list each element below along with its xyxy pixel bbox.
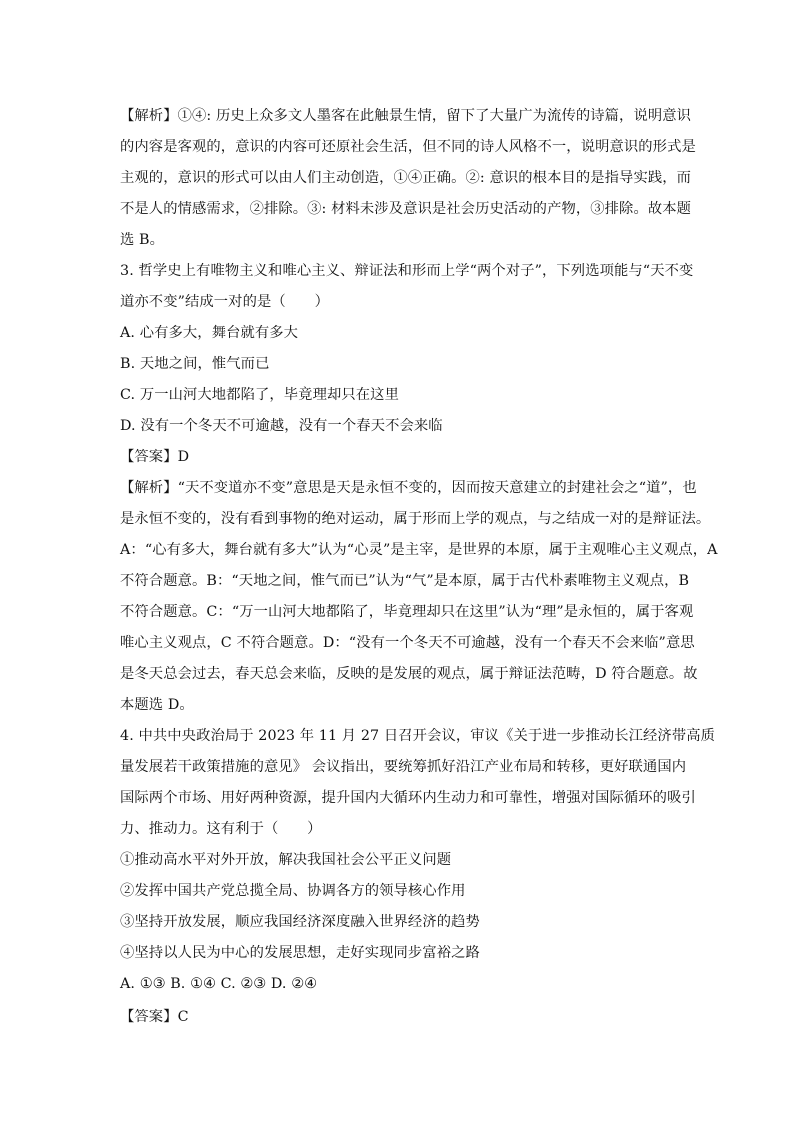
question-3-analysis: 唯心主义观点，C 不符合题意。D：“没有一个冬天不可逾越，没有一个春天不会来临”意思 [120,635,695,651]
analysis-line: 不是人的情感需求，②排除。③: 材料未涉及意识是社会历史活动的产物，③排除。故本题 [120,201,692,217]
question-4-stem: 力、推动力。这有利于（ ） [120,821,322,837]
question-3-stem: 3. 哲学史上有唯物主义和唯心主义、辩证法和形而上学“两个对子”，下列选项能与“天不变 [120,263,694,279]
question-4-stem: 4. 中共中央政治局于 2023 年 11 月 27 日召开会议，审议《关于进一步推动长江经济带高质 [120,728,716,744]
analysis-line: 【解析】①④: 历史上众多文人墨客在此触景生情，留下了大量广为流传的诗篇，说明意识 [120,108,692,124]
question-3-option-c: C. 万一山河大地都陷了，毕竟理却只在这里 [120,387,399,403]
question-4-statement-3: ③坚持开放发展，顺应我国经济深度融入世界经济的趋势 [120,914,480,930]
question-4-stem: 量发展若干政策措施的意见》 会议指出，要统筹抓好沿江产业布局和转移，更好联通国内 [120,759,687,775]
question-3-option-b: B. 天地之间，惟气而已 [120,356,270,372]
question-3-analysis: 不符合题意。B：“天地之间，惟气而已”认为“气”是本原，属于古代朴素唯物主义观点，B [120,573,690,589]
question-3-analysis: A：“心有多大，舞台就有多大”认为“心灵”是主宰，是世界的本原，属于主观唯心主义观点，A [120,542,718,558]
question-3-analysis: 【解析】“天不变道亦不变”意思是天是永恒不变的，因而按天意建立的封建社会之“道”，也 [120,480,697,496]
question-3-option-a: A. 心有多大，舞台就有多大 [120,325,299,341]
question-3-analysis: 本题选 D。 [120,697,194,713]
analysis-line: 主观的，意识的形式可以由人们主动创造，①④正确。②: 意识的根本目的是指导实践，而 [120,170,692,186]
analysis-line: 的内容是客观的，意识的内容可还原社会生活，但不同的诗人风格不一，说明意识的形式是 [120,139,696,155]
question-3-option-d: D. 没有一个冬天不可逾越，没有一个春天不会来临 [120,418,443,434]
question-4-stem: 国际两个市场、用好两种资源，提升国内大循环内生动力和可靠性，增强对国际循环的吸引 [120,790,696,806]
question-4-answer: 【答案】C [120,1009,189,1025]
question-3-answer: 【答案】D [120,449,190,465]
question-4-statement-2: ②发挥中国共产党总揽全局、协调各方的领导核心作用 [120,883,466,899]
question-4-statement-4: ④坚持以人民为中心的发展思想，走好实现同步富裕之路 [120,945,480,961]
question-3-stem: 道亦不变”结成一对的是（ ） [120,294,329,310]
question-3-analysis: 是冬天总会过去，春天总会来临，反映的是发展的观点，属于辩证法范畴，D 符合题意。故 [120,666,698,682]
question-4-options: A. ①③ B. ①④ C. ②③ D. ②④ [120,976,318,992]
analysis-line: 选 B。 [120,232,165,248]
question-4-statement-1: ①推动高水平对外开放，解决我国社会公平正义问题 [120,852,452,868]
question-3-analysis: 不符合题意。C：“万一山河大地都陷了，毕竟理却只在这里”认为“理”是永恒的，属于客观 [120,604,694,620]
question-3-analysis: 是永恒不变的，没有看到事物的绝对运动，属于形而上学的观点，与之结成一对的是辩证法。 [120,511,711,527]
